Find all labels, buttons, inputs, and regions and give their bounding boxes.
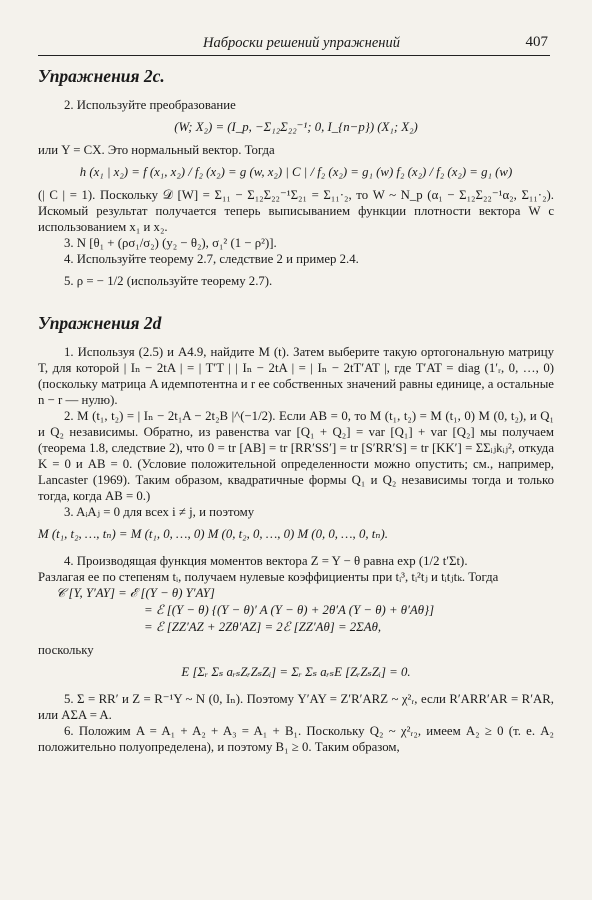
exercise-2d-item-1: 1. Используя (2.5) и A4.9, найдите M (t). Затем выберите такую ортогональную матрицу T, для которой | Iₙ − 2tA | = | T′T | | Iₙ − 2tA | = | Iₙ − 2tT′AT |, где T′AT = diag (1′ᵣ, 0, …, 0) (поскольку матрица A идемпотентна и r ее собственных значений равны единице, а остальные n − r — нулю). bbox=[38, 345, 554, 407]
exercise-2c-item-2-continuation: (| C | = 1). Поскольку 𝒟 [W] = Σ₁₁ − Σ₁₂Σ₂₂⁻¹Σ₂₁ = Σ₁₁·₂, то W ~ N_p (α₁ − Σ₁₂Σ₂₂⁻¹α₂, Σ₁₁·₂). Искомый результат получается теперь выписыванием функции плотности вектора W с использованием x₁ и x₂. bbox=[38, 188, 554, 234]
exercise-2d-item-5: 5. Σ = RR′ и Z = R⁻¹Y ~ N (0, Iₙ). Поэтому Y′AY = Z′R′ARZ ~ χ²ᵣ, если R′ARR′AR = R′AR, или AΣA = A. bbox=[38, 692, 554, 722]
exercise-2c-item-5: 5. ρ = − 1/2 (используйте теорему 2.7). bbox=[64, 274, 273, 288]
exercise-2d-item-3: 3. AᵢAⱼ = 0 для всех i ≠ j, и поэтому bbox=[64, 505, 255, 519]
section-title-2d: Упражнения 2d bbox=[38, 313, 162, 333]
exercise-2d-item-4-because: поскольку bbox=[38, 643, 94, 657]
exercise-2d-item-4-line-2: = ℰ [(Y − θ) {(Y − θ)′ A (Y − θ) + 2θ′A (Y − θ) + θ′Aθ}] bbox=[144, 603, 435, 617]
exercise-2c-item-2-formula: h (x₁ | x₂) = f (x₁, x₂) / f₂ (x₂) = g (w, x₂) | C | / f₂ (x₂) = g₁ (w) f₂ (x₂) / f₂ (x₂) = g₁ (w) bbox=[79, 165, 513, 179]
exercise-2c-item-2-matrix: (W; X₂) = (I_p, −Σ₁₂Σ₂₂⁻¹; 0, I_{n−p}) (X₁; X₂) bbox=[174, 120, 418, 134]
exercise-2d-item-4-text: Разлагая ее по степеням tᵢ, получаем нулевые коэффициенты при tᵢ³, tᵢ²tⱼ и tᵢtⱼtₖ. Тогда bbox=[38, 570, 499, 584]
exercise-2d-item-4-line-1: 𝒞 [Y, Y′AY] = ℰ [(Y − θ) Y′AY] bbox=[56, 586, 215, 600]
exercise-2d-item-6: 6. Положим A = A₁ + A₂ + A₃ = A₁ + B₁. Поскольку Q₂ ~ χ²ᵣ₂, имеем A₂ ≥ 0 (т. е. A₂ положительно полуопределена), и поэтому B₁ ≥ 0. Таким образом, bbox=[38, 724, 554, 754]
running-header bbox=[38, 33, 550, 56]
page-number: 407 bbox=[525, 34, 548, 50]
exercise-2c-item-2-text: или Y = CX. Это нормальный вектор. Тогда bbox=[38, 143, 275, 157]
exercise-2c-item-3: 3. N [θ₁ + (ρσ₁/σ₂) (y₂ − θ₂), σ₁² (1 − ρ²)]. bbox=[64, 236, 277, 250]
exercise-2d-item-4: 4. Производящая функция моментов вектора Z = Y − θ равна exp (1/2 t′Σt). bbox=[64, 554, 468, 568]
exercise-2c-item-2-intro: 2. Используйте преобразование bbox=[64, 98, 236, 112]
exercise-2d-item-3-formula: M (t₁, t₂, …, tₙ) = M (t₁, 0, …, 0) M (0, t₂, 0, …, 0) M (0, 0, …, 0, tₙ). bbox=[38, 527, 388, 541]
section-title-2c: Упражнения 2с. bbox=[38, 66, 165, 86]
page-body bbox=[38, 66, 554, 755]
running-title: Наброски решений упражнений bbox=[203, 35, 400, 51]
exercise-2d-item-2: 2. M (t₁, t₂) = | Iₙ − 2t₁A − 2t₂B |^(−1/2). Если AB = 0, то M (t₁, t₂) = M (t₁, 0) M (0, t₂), и Q₁ и Q₂ независимы. Обратно, из равенства var [Q₁ + Q₂] = var [Q₁] + var [Q₂] мы получаем (теорема 1.8, следствие 2), что 0 = tr [AB] = tr [RR′SS′] = tr [S′RR′S] = tr [KK′] = ΣΣᵢⱼkᵢⱼ², откуда K = 0 и AB = 0. (Условие положительной определенности можно опустить; см., например, Lancaster (1969). Таким образом, квадратичные формы Q₁ и Q₂ независимы тогда и только тогда, когда AB = 0.) bbox=[38, 409, 554, 503]
exercise-2d-item-4-sum: E [Σᵣ Σₛ aᵣₛZᵣZₛZᵢ] = Σᵣ Σₛ aᵣₛE [ZᵣZₛZᵢ] = 0. bbox=[181, 665, 411, 679]
exercise-2c-item-4: 4. Используйте теорему 2.7, следствие 2 и пример 2.4. bbox=[64, 252, 359, 266]
exercise-2d-item-4-line-3: = ℰ [ZZ′AZ + 2Zθ′AZ] = 2ℰ [ZZ′Aθ] = 2ΣAθ, bbox=[144, 620, 382, 634]
